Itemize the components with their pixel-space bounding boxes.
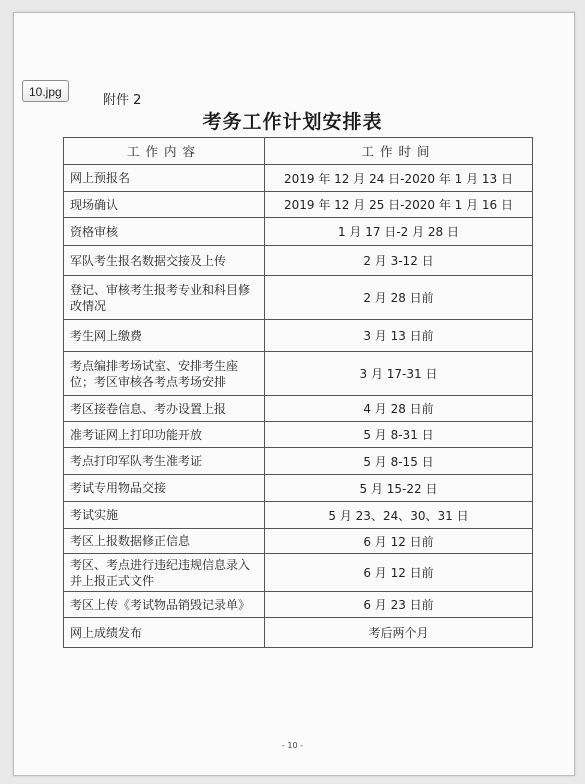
task-cell: 网上成绩发布 xyxy=(64,618,265,648)
table-row xyxy=(64,618,533,648)
task-cell: 考区上报数据修正信息 xyxy=(64,529,265,554)
table-row xyxy=(64,422,533,448)
table-row xyxy=(64,276,533,320)
task-cell: 现场确认 xyxy=(64,192,265,218)
task-cell: 考试实施 xyxy=(64,502,265,529)
task-cell: 网上预报名 xyxy=(64,165,265,192)
attachment-label: 附件 2 xyxy=(103,93,142,108)
page-number: - 10 - xyxy=(281,741,304,750)
file-name-tag[interactable]: 10.jpg xyxy=(22,80,69,102)
table-row xyxy=(64,396,533,422)
time-cell: 2019 年 12 月 25 日-2020 年 1 月 16 日 xyxy=(265,192,533,218)
schedule-table xyxy=(63,137,533,648)
table-row xyxy=(64,529,533,554)
time-cell: 5 月 8-15 日 xyxy=(265,448,533,475)
time-cell: 1 月 17 日-2 月 28 日 xyxy=(265,218,533,246)
task-cell: 资格审核 xyxy=(64,218,265,246)
task-cell: 考区上传《考试物品销毁记录单》 xyxy=(64,592,265,618)
time-cell: 2 月 28 日前 xyxy=(265,276,533,320)
time-cell: 5 月 23、24、30、31 日 xyxy=(265,502,533,529)
time-cell: 4 月 28 日前 xyxy=(265,396,533,422)
time-cell: 6 月 12 日前 xyxy=(265,554,533,592)
task-cell: 考区接卷信息、考办设置上报 xyxy=(64,396,265,422)
table-row xyxy=(64,192,533,218)
header-time: 工作时间 xyxy=(265,138,533,165)
time-cell: 考后两个月 xyxy=(265,618,533,648)
task-cell: 军队考生报名数据交接及上传 xyxy=(64,246,265,276)
table-row xyxy=(64,246,533,276)
table-row xyxy=(64,592,533,618)
time-cell: 5 月 8-31 日 xyxy=(265,422,533,448)
table-row xyxy=(64,554,533,592)
table-header-row xyxy=(64,138,533,165)
table-row xyxy=(64,165,533,192)
header-task: 工作内容 xyxy=(64,138,265,165)
page-title: 考务工作计划安排表 xyxy=(202,111,383,133)
task-cell: 登记、审核考生报考专业和科目修改情况 xyxy=(64,276,265,320)
time-cell: 6 月 12 日前 xyxy=(265,529,533,554)
table-row xyxy=(64,475,533,502)
task-cell: 考试专用物品交接 xyxy=(64,475,265,502)
table-row xyxy=(64,218,533,246)
table-row xyxy=(64,502,533,529)
time-cell: 3 月 13 日前 xyxy=(265,320,533,352)
table-row xyxy=(64,448,533,475)
task-cell: 考点编排考场试室、安排考生座位；考区审核各考点考场安排 xyxy=(64,352,265,396)
table-row xyxy=(64,320,533,352)
time-cell: 5 月 15-22 日 xyxy=(265,475,533,502)
time-cell: 2 月 3-12 日 xyxy=(265,246,533,276)
time-cell: 3 月 17-31 日 xyxy=(265,352,533,396)
task-cell: 考生网上缴费 xyxy=(64,320,265,352)
task-cell: 准考证网上打印功能开放 xyxy=(64,422,265,448)
task-cell: 考区、考点进行违纪违规信息录入并上报正式文件 xyxy=(64,554,265,592)
table-row xyxy=(64,352,533,396)
task-cell: 考点打印军队考生准考证 xyxy=(64,448,265,475)
time-cell: 2019 年 12 月 24 日-2020 年 1 月 13 日 xyxy=(265,165,533,192)
time-cell: 6 月 23 日前 xyxy=(265,592,533,618)
